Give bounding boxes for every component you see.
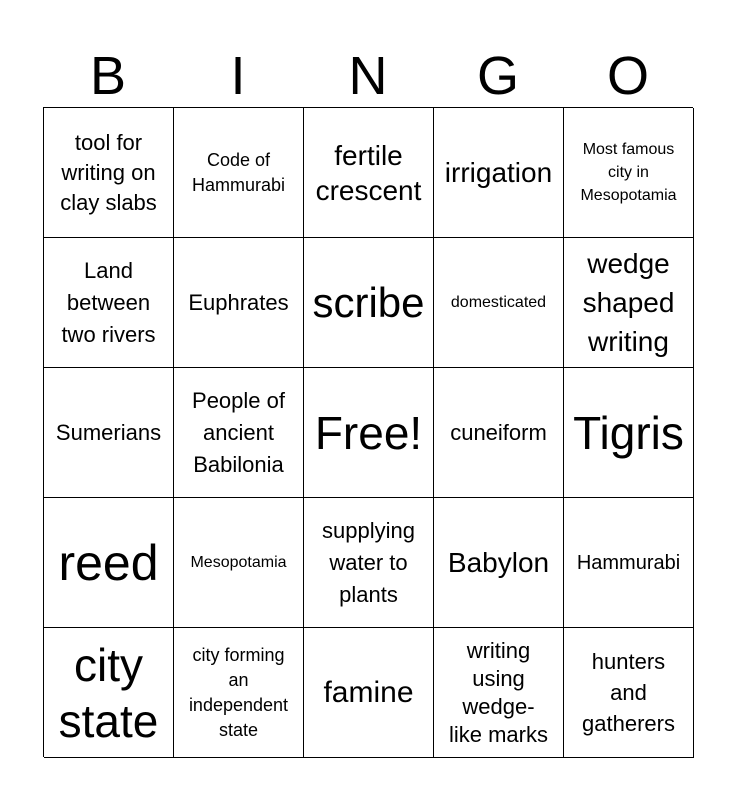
bingo-cell[interactable]	[44, 108, 174, 238]
bingo-cell[interactable]	[564, 238, 694, 368]
bingo-cell[interactable]	[304, 368, 434, 498]
cell-text: Free!	[314, 406, 423, 459]
bingo-cell[interactable]	[44, 628, 174, 758]
bingo-cell[interactable]	[564, 108, 694, 238]
bingo-cell[interactable]	[304, 498, 434, 628]
cell-text: hunters and gatherers	[582, 649, 675, 736]
cell-text: tool for writing on clay slabs	[60, 129, 157, 215]
bingo-cell[interactable]	[44, 238, 174, 368]
cell-text: city state	[58, 638, 159, 747]
header-letter-i: I	[230, 46, 246, 106]
header-letter-n: N	[348, 46, 388, 106]
bingo-cell[interactable]	[174, 238, 304, 368]
cell-text: writing using wedge-like marks	[448, 637, 548, 747]
bingo-cell[interactable]	[564, 628, 694, 758]
cell-text: People of ancient Babilonia	[192, 387, 285, 477]
cell-text: Hammurabi	[576, 551, 681, 574]
cell-text: supplying water to plants	[322, 517, 415, 607]
cell-text: reed	[58, 534, 159, 591]
cell-text: irrigation	[444, 156, 553, 188]
bingo-cell[interactable]	[564, 368, 694, 498]
bingo-cell[interactable]	[174, 368, 304, 498]
cell-text: Sumerians	[55, 419, 162, 445]
cell-text: Euphrates	[188, 289, 289, 315]
cell-text: cuneiform	[450, 419, 547, 445]
bingo-cell[interactable]	[434, 498, 564, 628]
bingo-cell[interactable]	[174, 628, 304, 758]
bingo-board	[43, 107, 693, 757]
bingo-cell[interactable]	[174, 108, 304, 238]
cell-text: fertile crescent	[315, 139, 422, 206]
cell-text: famine	[323, 676, 414, 709]
cell-text: Land between two rivers	[61, 257, 156, 347]
bingo-cell[interactable]	[434, 628, 564, 758]
cell-text: domesticated	[450, 294, 547, 311]
bingo-cell[interactable]	[304, 628, 434, 758]
cell-text: Babylon	[447, 546, 550, 578]
bingo-cell[interactable]	[174, 498, 304, 628]
bingo-cell[interactable]	[564, 498, 694, 628]
bingo-cell[interactable]	[304, 108, 434, 238]
cell-text: scribe	[312, 278, 425, 326]
header-letter-b: B	[89, 46, 127, 106]
bingo-cell[interactable]	[44, 368, 174, 498]
cell-text: Mesopotamia	[190, 554, 287, 571]
bingo-cell[interactable]	[304, 238, 434, 368]
cell-text: city forming an independent state	[188, 644, 289, 740]
cell-text: Most famous city in Mesopotamia	[580, 141, 677, 204]
header-letter-o: O	[606, 46, 649, 106]
bingo-cell[interactable]	[44, 498, 174, 628]
cell-text: Tigris	[573, 406, 684, 459]
bingo-header	[43, 44, 693, 108]
header-letter-g: G	[476, 46, 519, 106]
cell-text: wedge shaped writing	[582, 248, 675, 357]
bingo-cell[interactable]	[434, 238, 564, 368]
bingo-cell[interactable]	[434, 108, 564, 238]
bingo-cell[interactable]	[434, 368, 564, 498]
cell-text: Code of Hammurabi	[191, 149, 286, 195]
